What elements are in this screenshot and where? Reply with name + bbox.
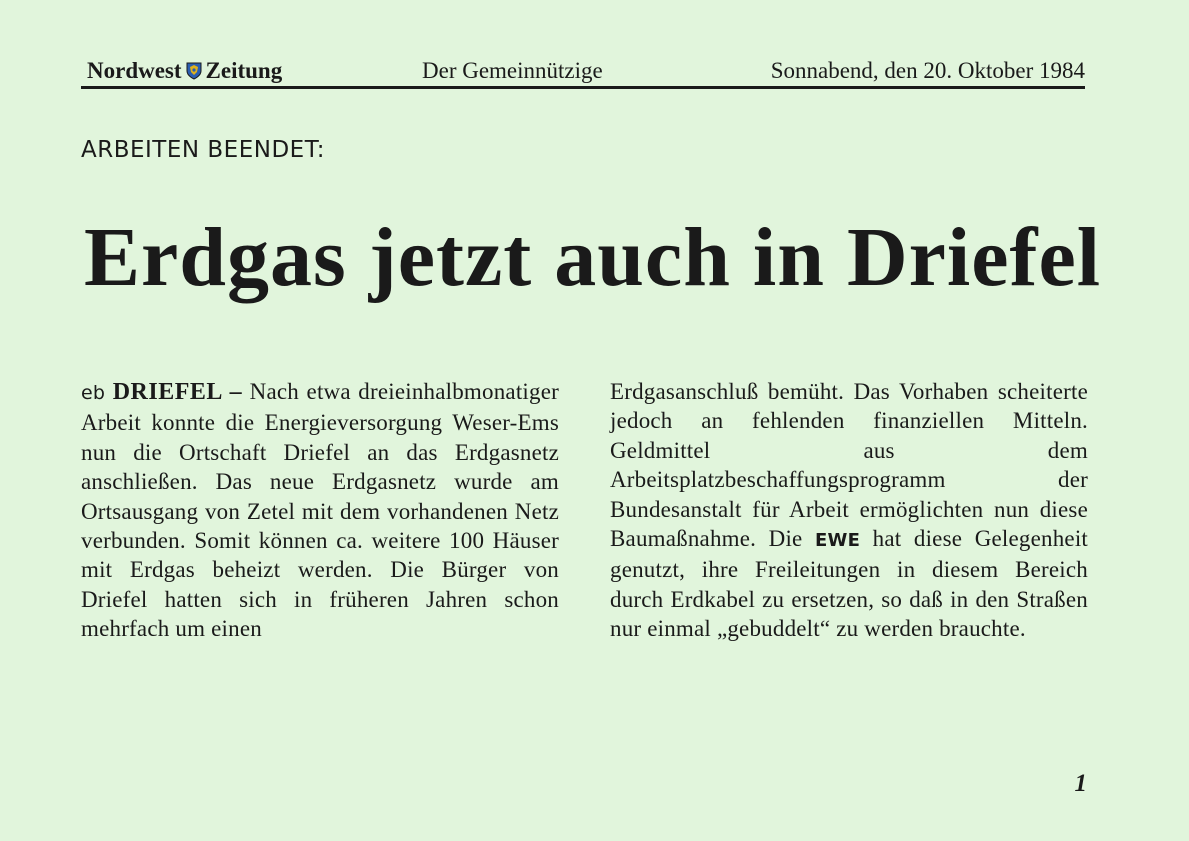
newspaper-name-part2: Zeitung (205, 58, 283, 83)
author-byline: eb (81, 382, 106, 404)
newspaper-name (87, 58, 282, 84)
newspaper-name-part1: Nordwest (87, 58, 182, 83)
section-name: Der Gemeinnützige (422, 58, 603, 83)
article-column-right (610, 377, 1088, 644)
article-headline: Erdgas jetzt auch in Driefel (84, 211, 1102, 304)
article-body-part1: Nach etwa dreieinhalbmonatiger Arbeit konnte die Energieversorgung Weser-Ems nun die Ortschaft Driefel an das Erdgasnetz anschließen. Das neue Erdgasnetz wurde am Ortsausgang von Zetel mit dem vorhandenen Netz verbunden. Somit können ca. weitere 100 Häuser mit Erdgas beheizt werden. Die Bürger von Driefel hatten sich in früheren Jahren schon mehrfach um einen (81, 379, 559, 642)
company-name: EWE (815, 530, 861, 552)
issue-date: Sonnabend, den 20. Oktober 1984 (770, 58, 1085, 83)
article-kicker: ARBEITEN BEENDET: (81, 137, 325, 163)
masthead (81, 58, 1085, 89)
page-number: 1 (1074, 770, 1087, 797)
article-dateline: DRIEFEL – (112, 379, 243, 405)
article-column-left (81, 377, 559, 644)
article-body-part3: hat diese Gelegenheit genutzt, ihre Freileitungen in diesem Bereich durch Erdkabel zu ersetzen, so daß in den Straßen nur einmal „gebuddelt“ zu werden brauchte. (610, 526, 1089, 642)
coat-of-arms-icon (186, 62, 202, 80)
article-body-part2: Erdgasanschluß bemüht. Das Vorhaben scheiterte jedoch an fehlenden finanziellen Mitteln. Geldmittel aus dem Arbeitsplatzbeschaffungsprogramm der Bundesanstalt für Arbeit ermöglichten nun diese Baumaßnahme. Die (610, 379, 1088, 552)
